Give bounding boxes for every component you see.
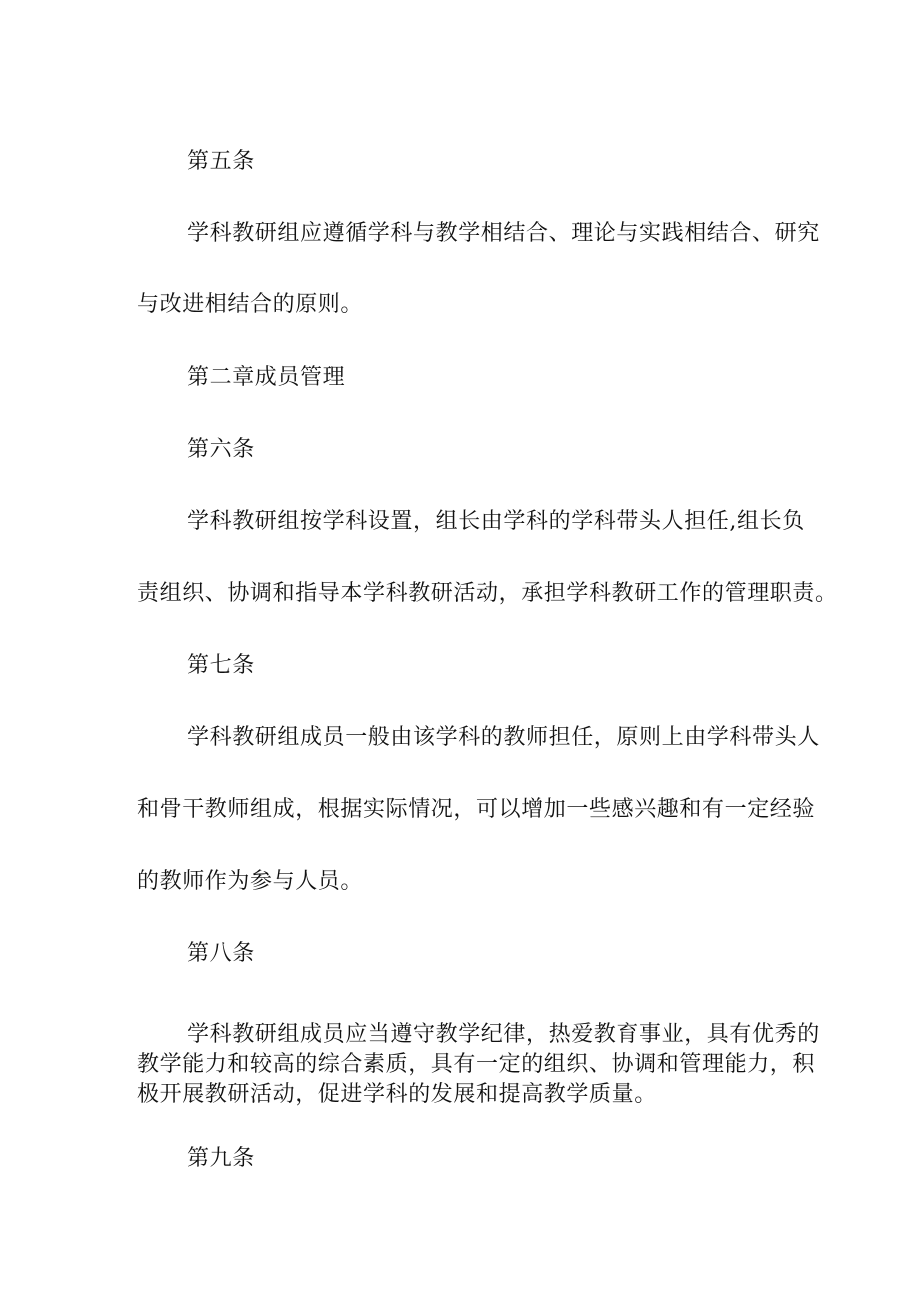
article-heading-6: 第六条 <box>187 437 255 462</box>
paragraph-6-line-2: 责组织、协调和指导本学科教研活动，承担学科教研工作的管理职责。 <box>137 581 838 606</box>
chapter-heading-2: 第二章成员管理 <box>187 365 346 390</box>
paragraph-6-line-1: 学科教研组按学科设置，组长由学科的学科带头人担任,组长负 <box>187 509 805 534</box>
paragraph-5-line-1: 学科教研组应遵循学科与教学相结合、理论与实践相结合、研究 <box>187 221 820 246</box>
paragraph-7-line-2: 和骨干教师组成，根据实际情况，可以增加一些感兴趣和有一定经验 <box>137 797 816 822</box>
article-heading-5: 第五条 <box>187 149 255 174</box>
article-heading-7: 第七条 <box>187 653 255 678</box>
paragraph-5-line-2: 与改进相结合的原则。 <box>137 292 364 317</box>
article-heading-9: 第九条 <box>187 1146 255 1171</box>
paragraph-7-line-3: 的教师作为参与人员。 <box>137 869 364 894</box>
paragraph-7-line-1: 学科教研组成员一般由该学科的教师担任，原则上由学科带头人 <box>187 725 820 750</box>
paragraph-8-line-2: 教学能力和较高的综合素质，具有一定的组织、协调和管理能力，积 <box>137 1052 816 1077</box>
paragraph-8-line-1: 学科教研组成员应当遵守教学纪律，热爱教育事业，具有优秀的 <box>187 1022 820 1047</box>
article-heading-8: 第八条 <box>187 941 255 966</box>
paragraph-8-line-3: 极开展教研活动，促进学科的发展和提高教学质量。 <box>137 1082 657 1107</box>
